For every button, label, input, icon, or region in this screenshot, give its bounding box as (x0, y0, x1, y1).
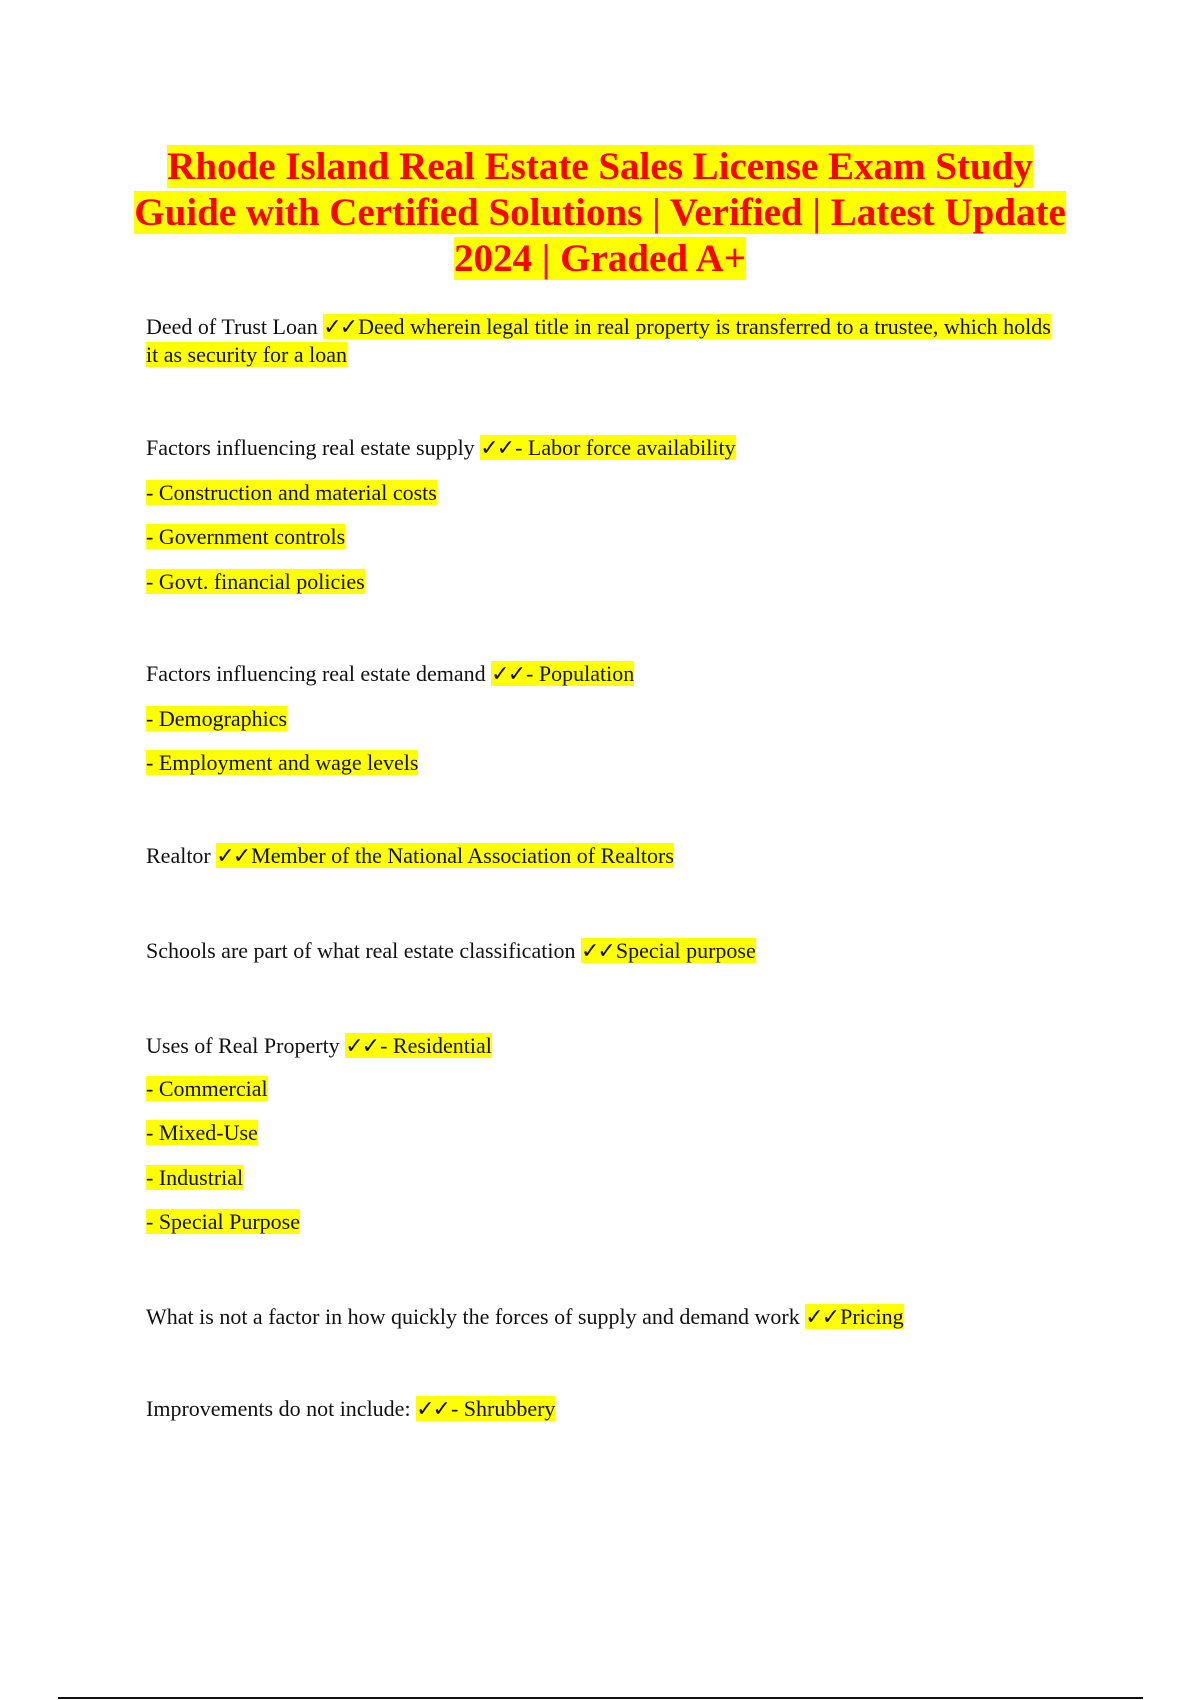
qa-item-schools-classification (146, 937, 1056, 965)
document-title: Rhode Island Real Estate Sales License Exam Study Guide with Certified Solutions | Verified | Latest Update 2024 | Graded A+ (134, 145, 1066, 280)
double-check-icon: ✓✓ (480, 435, 514, 460)
answer-line: - Industrial (146, 1165, 244, 1190)
question-text: Uses of Real Property (146, 1033, 340, 1058)
double-check-icon: ✓✓ (580, 938, 614, 963)
answer-line: - Construction and material costs (146, 480, 437, 505)
double-check-icon: ✓✓ (491, 661, 525, 686)
answer-text: - Population (526, 661, 635, 686)
question-text: Factors influencing real estate supply (146, 435, 475, 460)
qa-item-supply-factors (146, 434, 1056, 462)
double-check-icon: ✓✓ (216, 843, 250, 868)
qa-item-improvements (146, 1395, 1056, 1423)
question-text: Factors influencing real estate demand (146, 661, 486, 686)
double-check-icon: ✓✓ (805, 1304, 839, 1329)
question-text: What is not a factor in how quickly the forces of supply and demand work (146, 1304, 800, 1329)
answer-line: - Demographics (146, 706, 288, 731)
footer-divider (58, 1697, 1143, 1699)
double-check-icon: ✓✓ (323, 314, 357, 339)
question-text: Realtor (146, 843, 211, 868)
qa-item-deed-of-trust (146, 313, 1056, 369)
answer-line: - Mixed-Use (146, 1120, 258, 1145)
answer-text: - Labor force availability (515, 435, 736, 460)
qa-item-realtor (146, 842, 1056, 870)
double-check-icon: ✓✓ (345, 1033, 379, 1058)
answer-line: - Govt. financial policies (146, 569, 365, 594)
answer-text: - Residential (380, 1033, 492, 1058)
qa-item-uses-of-real-property (146, 1032, 1056, 1060)
answer-text: - Shrubbery (450, 1396, 556, 1421)
answer-line: - Government controls (146, 524, 346, 549)
answer-line: - Commercial (146, 1076, 268, 1101)
answer-line: - Employment and wage levels (146, 750, 419, 775)
question-text: Deed of Trust Loan (146, 314, 318, 339)
question-text: Improvements do not include: (146, 1396, 411, 1421)
answer-text: Special purpose (615, 938, 756, 963)
answer-text: Deed wherein legal title in real property is transferred to a trustee, which holds it as security for a loan (146, 314, 1051, 367)
double-check-icon: ✓✓ (416, 1396, 449, 1421)
answer-text: Member of the National Association of Realtors (251, 843, 674, 868)
answer-line: - Special Purpose (146, 1209, 300, 1234)
qa-item-demand-factors (146, 660, 1056, 688)
question-text: Schools are part of what real estate classification (146, 938, 576, 963)
answer-text: Pricing (840, 1304, 904, 1329)
qa-item-supply-demand-speed (146, 1303, 1056, 1331)
